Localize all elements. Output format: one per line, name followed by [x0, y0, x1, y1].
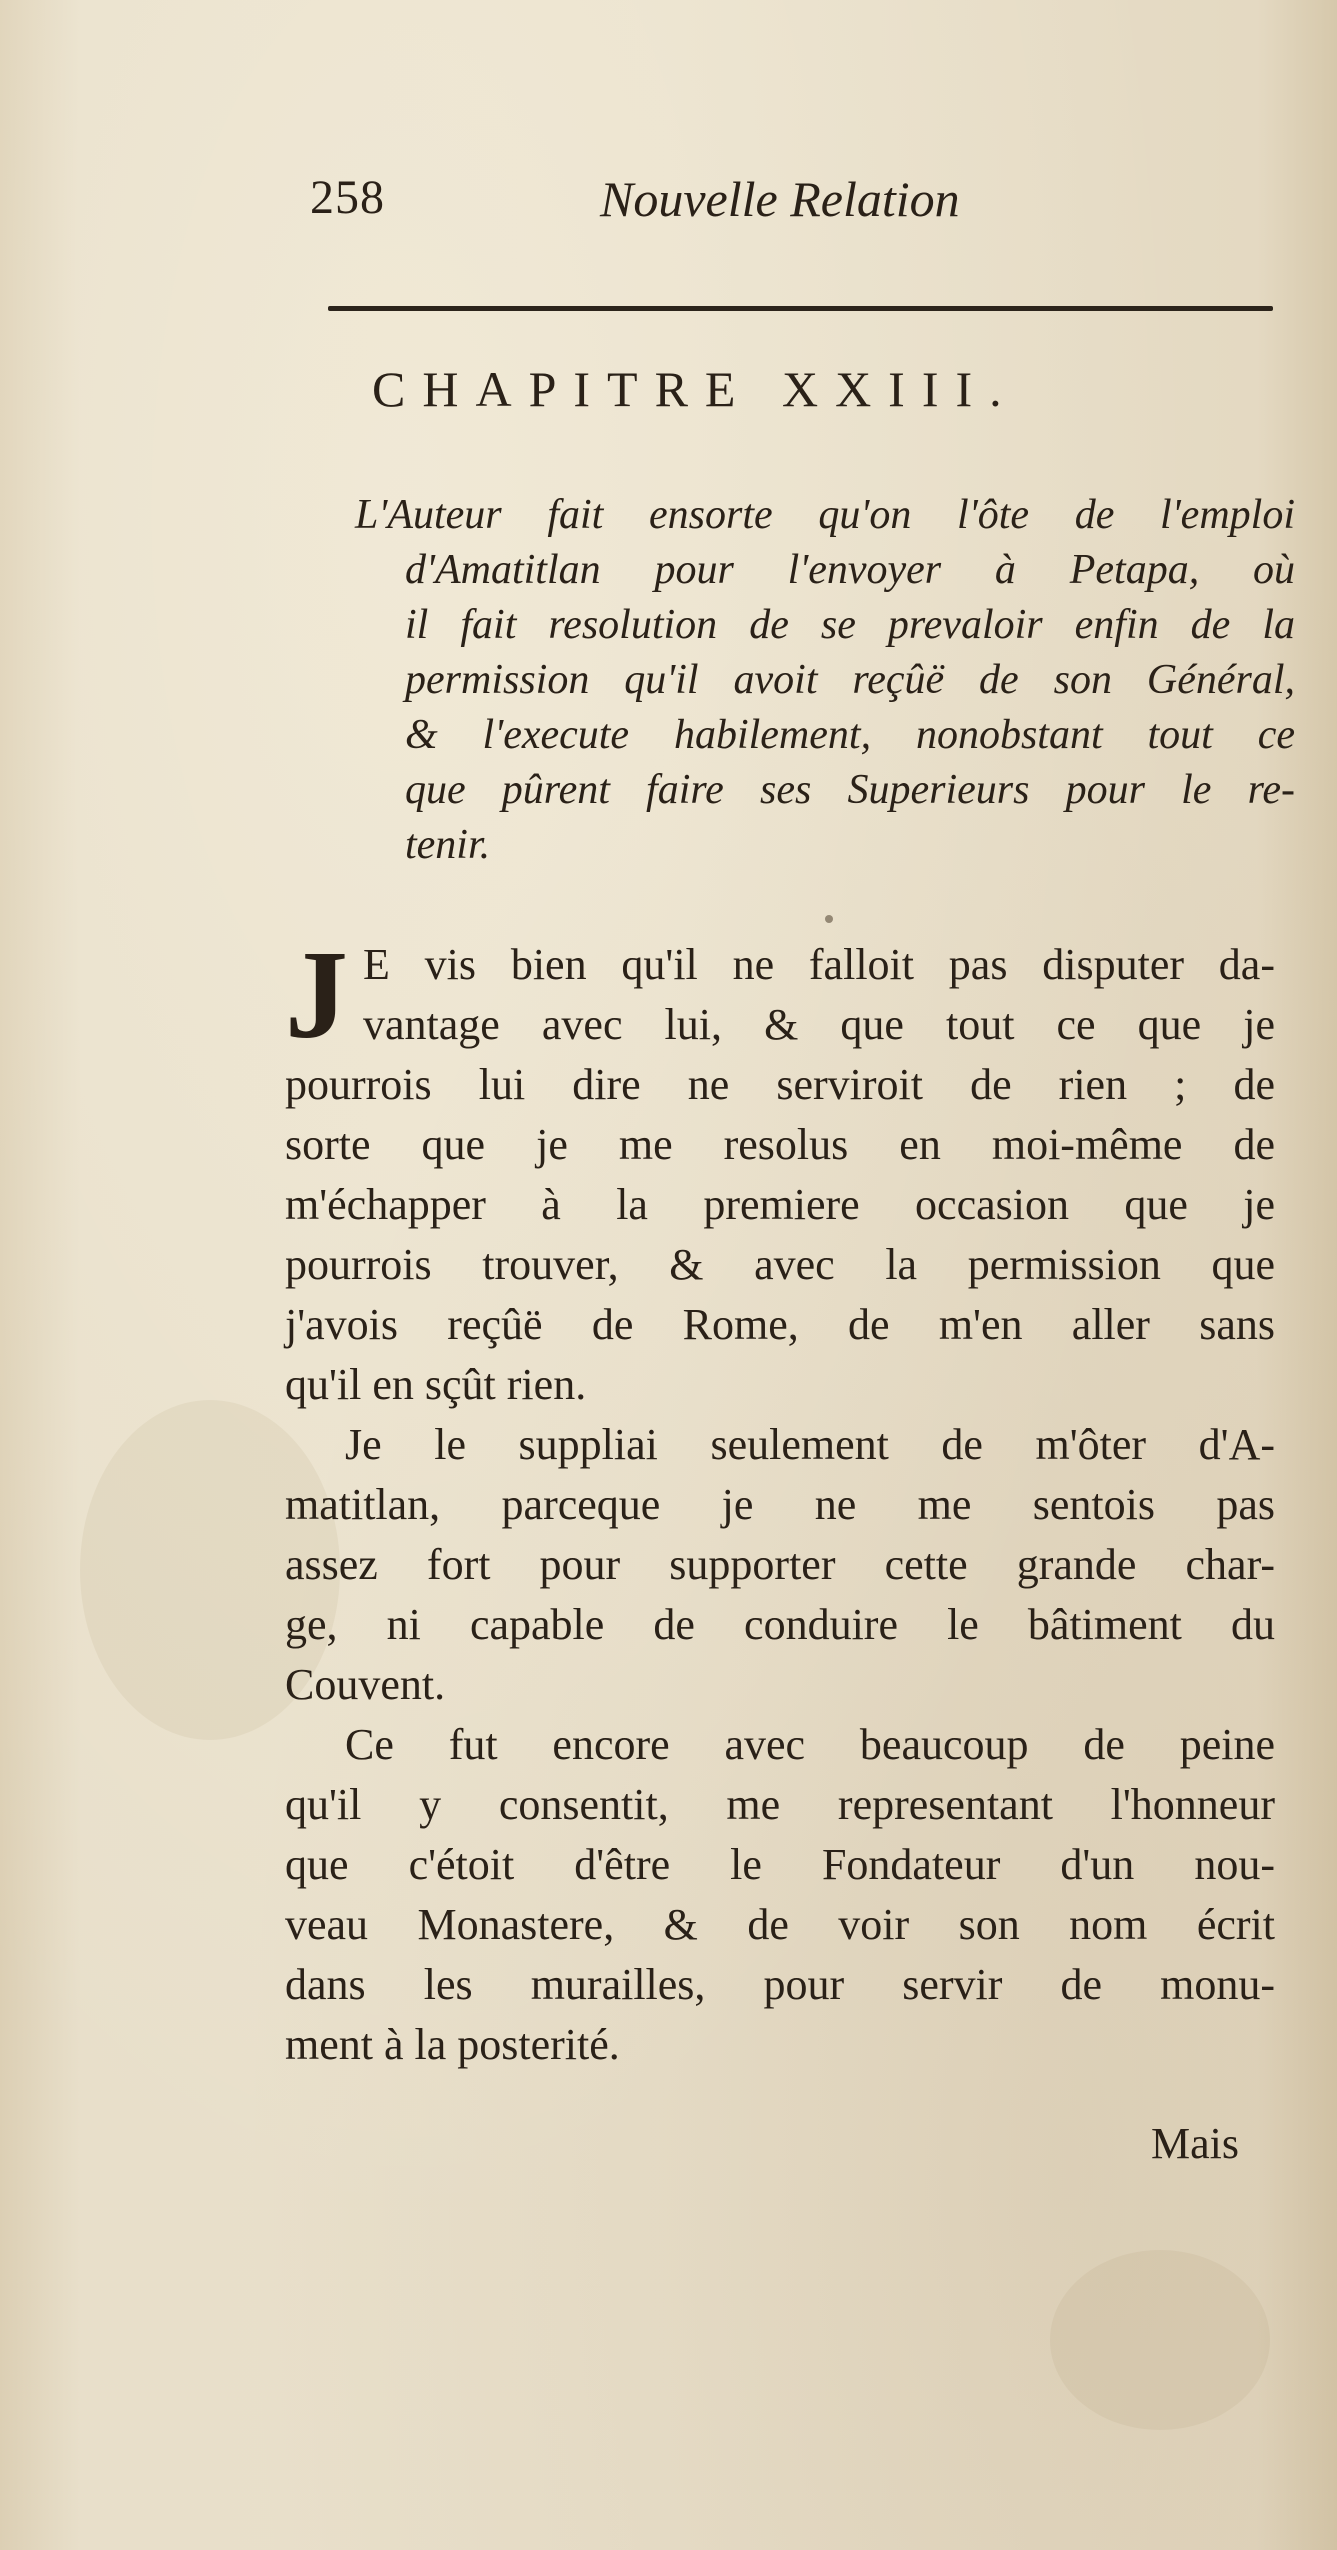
summary-line: tenir. [405, 822, 491, 868]
text-line: m'échapper à la premiere occasion que je [285, 1180, 1275, 1229]
text-line: ment à la posterité. [285, 2020, 620, 2069]
text-line: ge, ni capable de conduire le bâtiment du [285, 1600, 1275, 1649]
text-line: matitlan, parceque je ne me sentois pas [285, 1480, 1275, 1529]
summary-line: d'Amatitlan pour l'envoyer à Petapa, où [405, 547, 1295, 593]
summary-line: L'Auteur fait ensorte qu'on l'ôte de l'emploi [355, 492, 1295, 538]
header-rule [328, 306, 1273, 311]
summary-line: permission qu'il avoit reçûë de son Général, [405, 657, 1295, 703]
text-line: assez fort pour supporter cette grande char- [285, 1540, 1275, 1589]
catchword: Mais [1151, 2119, 1239, 2168]
text-line: pourrois trouver, & avec la permission que [285, 1240, 1275, 1289]
chapter-title: CHAPITRE XXIII. [372, 361, 1019, 417]
summary-line: & l'execute habilement, nonobstant tout ce [405, 712, 1295, 758]
body-text [285, 926, 1275, 2075]
paragraph [285, 1415, 1275, 1715]
text-line: j'avois reçûë de Rome, de m'en aller sans [285, 1300, 1275, 1349]
text-line: Je le suppliai seulement de m'ôter d'A- [345, 1420, 1275, 1469]
text-line: veau Monastere, & de voir son nom écrit [285, 1900, 1275, 1949]
summary-line: il fait resolution de se prevaloir enfin de la [405, 602, 1295, 648]
chapter-summary [355, 488, 1295, 873]
paper-stain [1050, 2250, 1270, 2430]
text-line: sorte que je me resolus en moi-même de [285, 1120, 1275, 1169]
page-number: 258 [310, 171, 385, 224]
text-line: qu'il y consentit, me representant l'honneur [285, 1780, 1275, 1829]
text-line: vantage avec lui, & que tout ce que je [363, 1000, 1275, 1049]
ornament-dot [825, 915, 833, 923]
paragraph [285, 1715, 1275, 2075]
paragraph [285, 926, 1275, 1415]
text-line: que c'étoit d'être le Fondateur d'un nou- [285, 1840, 1275, 1889]
running-title: Nouvelle Relation [600, 171, 960, 227]
text-line: qu'il en sçût rien. [285, 1360, 587, 1409]
text-line: E vis bien qu'il ne falloit pas disputer da- [363, 940, 1275, 989]
text-line: dans les murailles, pour servir de monu- [285, 1960, 1275, 2009]
text-line: Ce fut encore avec beaucoup de peine [345, 1720, 1275, 1769]
text-line: pourrois lui dire ne serviroit de rien ; de [285, 1060, 1275, 1109]
page-header [310, 170, 1070, 240]
summary-line: que pûrent faire ses Superieurs pour le re- [405, 767, 1295, 813]
drop-cap: J [285, 926, 348, 1065]
text-line: Couvent. [285, 1660, 446, 1709]
